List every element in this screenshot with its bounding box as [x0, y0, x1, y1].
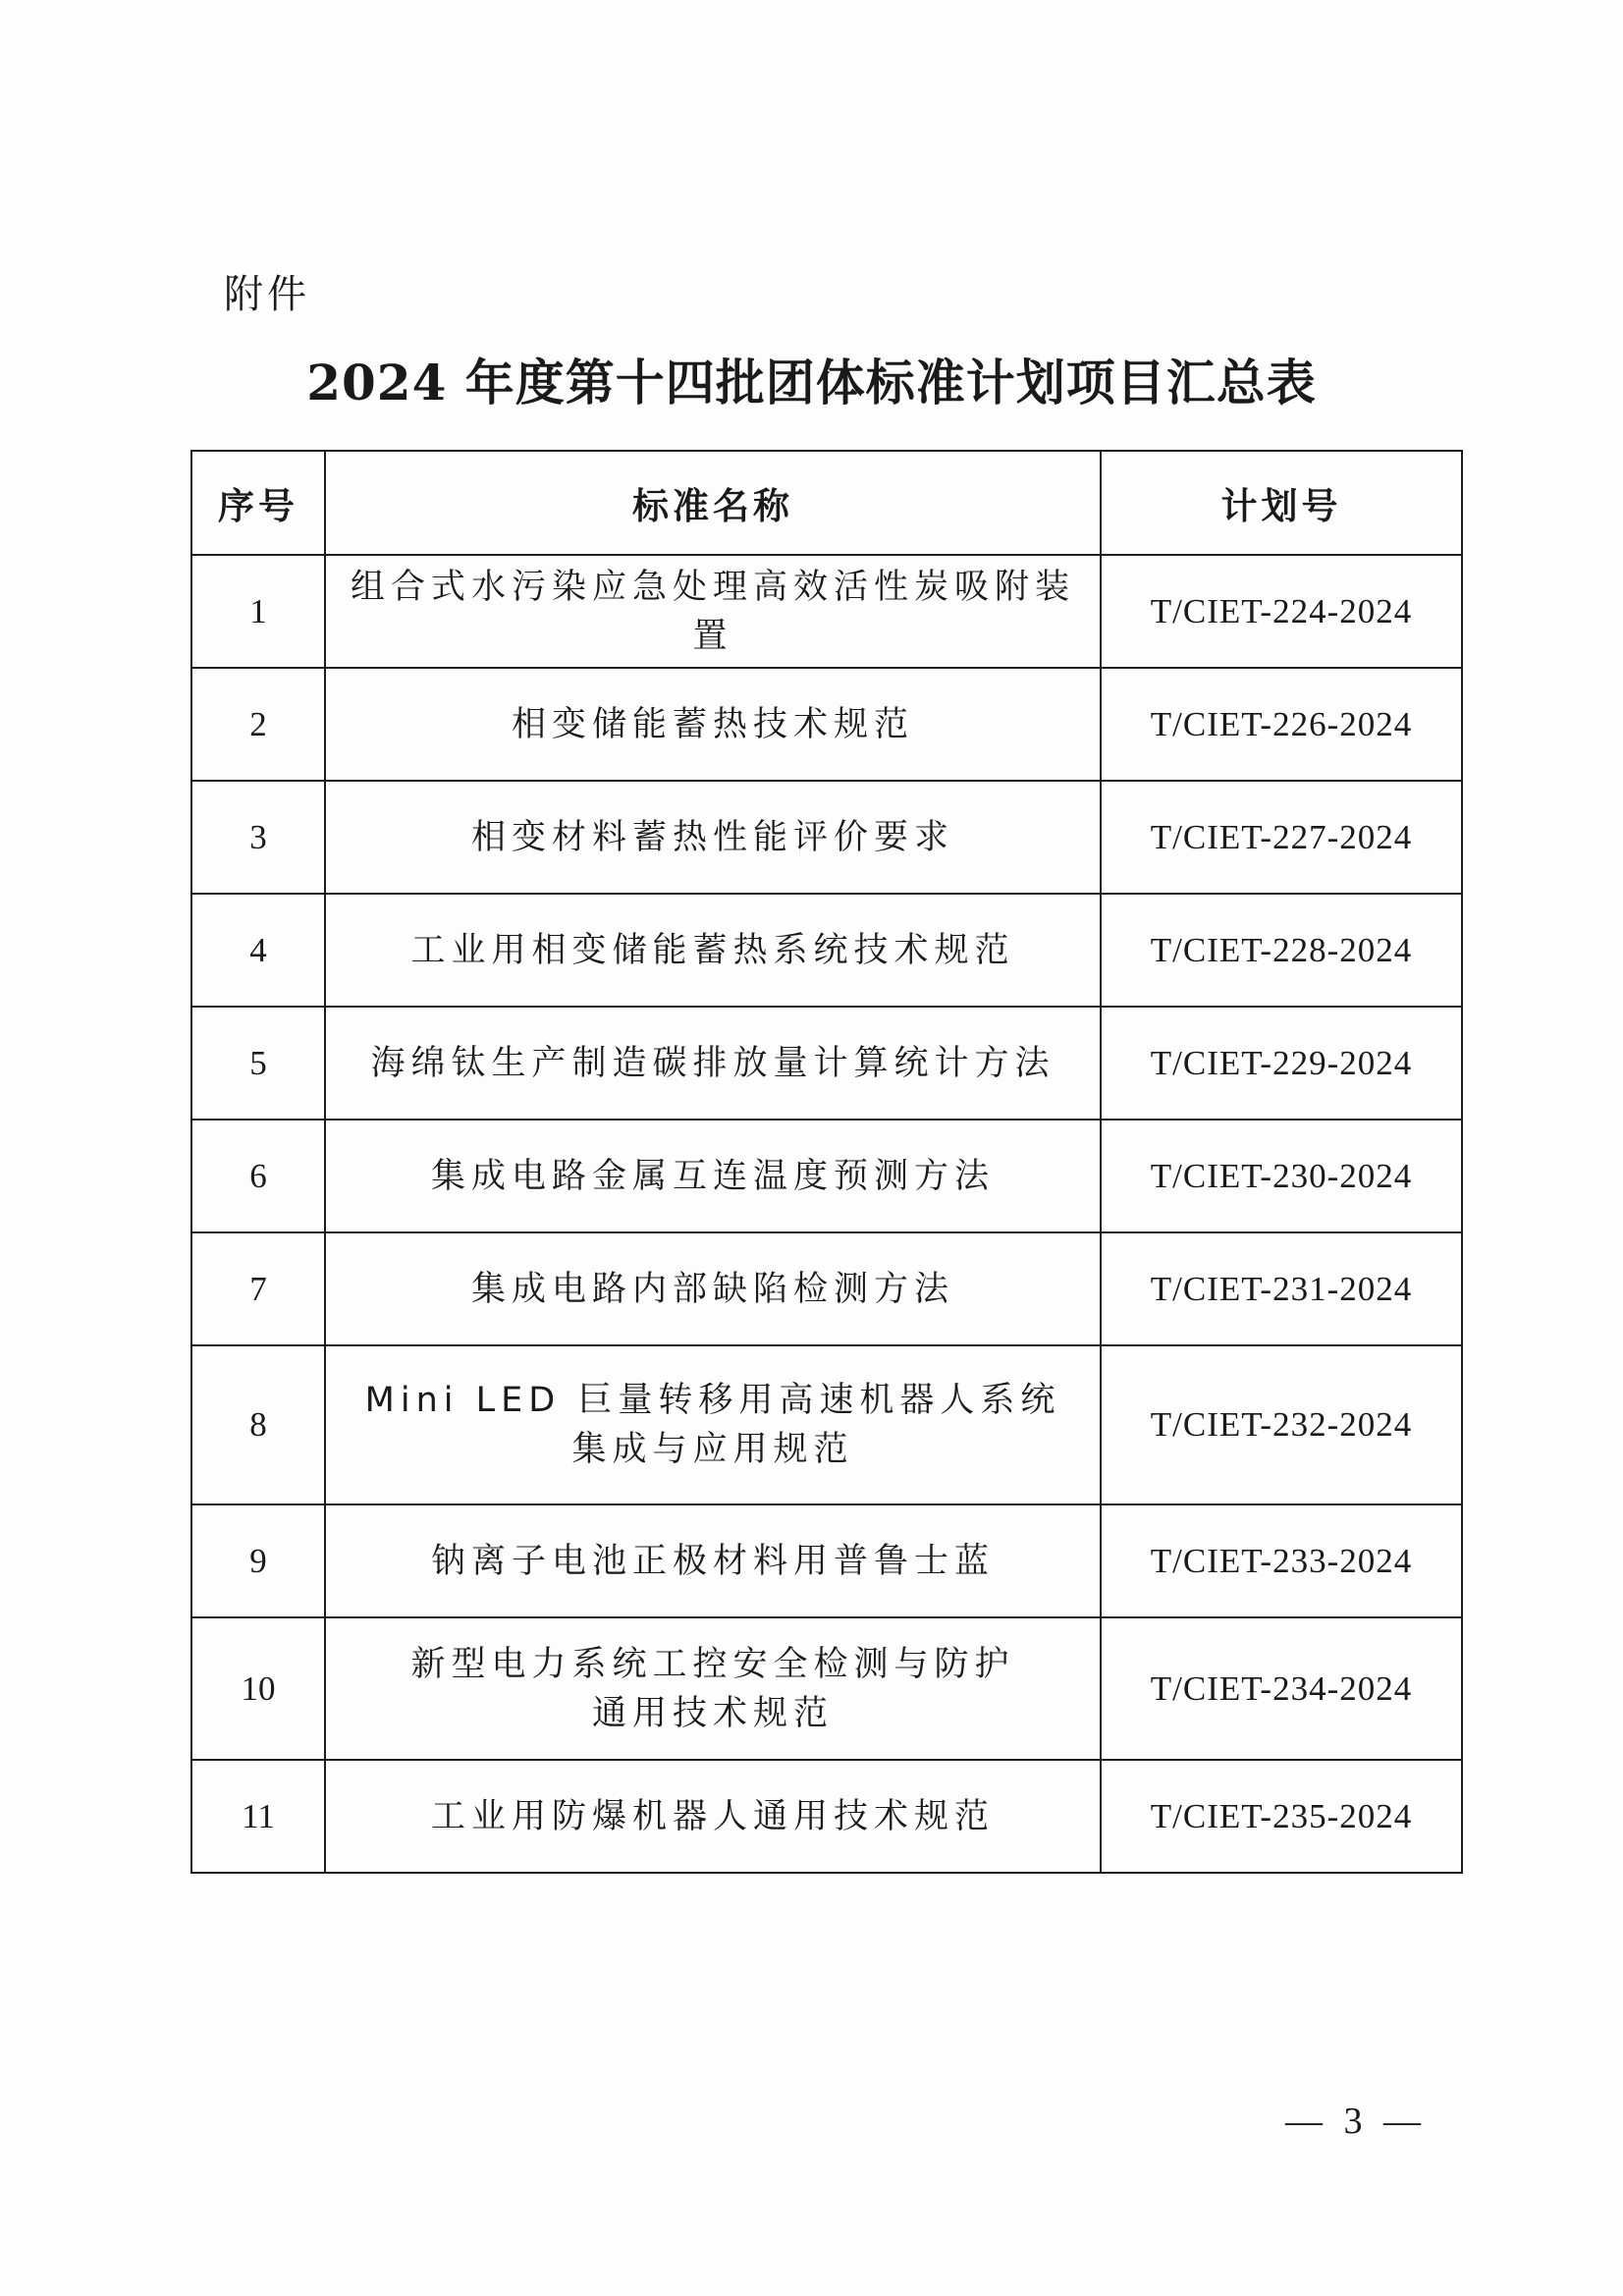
- row-code: T/CIET-228-2024: [1101, 894, 1462, 1007]
- row-seq: 8: [191, 1345, 325, 1504]
- row-name-line: 集成与应用规范: [571, 1430, 854, 1469]
- row-name-line: 通用技术规范: [591, 1693, 834, 1733]
- row-code: T/CIET-227-2024: [1101, 781, 1462, 894]
- table-row: [191, 894, 1462, 1007]
- row-code: T/CIET-224-2024: [1101, 555, 1462, 668]
- row-name: [325, 1345, 1101, 1504]
- table-row: [191, 1232, 1462, 1345]
- row-name-line: Mini LED 巨量转移用高速机器人系统: [364, 1381, 1061, 1420]
- row-code: T/CIET-235-2024: [1101, 1760, 1462, 1873]
- row-code: T/CIET-229-2024: [1101, 1007, 1462, 1120]
- row-name: [325, 1232, 1101, 1345]
- row-name: [325, 668, 1101, 781]
- attachment-label: 附件: [224, 272, 310, 317]
- row-code: T/CIET-232-2024: [1101, 1345, 1462, 1504]
- row-seq: 4: [191, 894, 325, 1007]
- row-seq: 2: [191, 668, 325, 781]
- row-name: [325, 781, 1101, 894]
- row-name-line: 新型电力系统工控安全检测与防护: [410, 1644, 1015, 1684]
- header-code: 计划号: [1101, 451, 1462, 555]
- row-seq: 1: [191, 555, 325, 668]
- header-seq: 序号: [191, 451, 325, 555]
- row-name-line: 相变储能蓄热技术规范: [511, 704, 914, 744]
- page-number: — 3 —: [1285, 2101, 1427, 2142]
- standards-plan-table: [190, 450, 1463, 1874]
- table-row: [191, 1504, 1462, 1617]
- row-seq: 6: [191, 1120, 325, 1232]
- table-row: [191, 668, 1462, 781]
- row-seq: 7: [191, 1232, 325, 1345]
- table-row: [191, 1120, 1462, 1232]
- row-name-line: 工业用相变储能蓄热系统技术规范: [410, 930, 1015, 970]
- row-name-line: 相变材料蓄热性能评价要求: [470, 817, 954, 857]
- row-seq: 11: [191, 1760, 325, 1873]
- table-row: [191, 781, 1462, 894]
- row-name-line: 集成电路金属互连温度预测方法: [430, 1156, 995, 1196]
- row-name: [325, 894, 1101, 1007]
- table-header-row: [191, 451, 1462, 555]
- table-row: [191, 1760, 1462, 1873]
- document-title: 2024 年度第十四批团体标准计划项目汇总表: [306, 354, 1317, 411]
- row-name-line: 钠离子电池正极材料用普鲁士蓝: [430, 1541, 995, 1581]
- row-code: T/CIET-234-2024: [1101, 1617, 1462, 1760]
- row-name-line: 海绵钛生产制造碳排放量计算统计方法: [370, 1043, 1055, 1083]
- row-name: [325, 1120, 1101, 1232]
- table-row: [191, 1007, 1462, 1120]
- table-row: [191, 555, 1462, 668]
- row-seq: 9: [191, 1504, 325, 1617]
- row-seq: 3: [191, 781, 325, 894]
- row-code: T/CIET-233-2024: [1101, 1504, 1462, 1617]
- row-name-line: 工业用防爆机器人通用技术规范: [430, 1796, 995, 1836]
- table-row: [191, 1345, 1462, 1504]
- row-code: T/CIET-230-2024: [1101, 1120, 1462, 1232]
- row-name: [325, 1617, 1101, 1760]
- row-name: [325, 1760, 1101, 1873]
- row-seq: 5: [191, 1007, 325, 1120]
- row-name: [325, 1007, 1101, 1120]
- header-name: 标准名称: [325, 451, 1101, 555]
- row-name: [325, 1504, 1101, 1617]
- table-row: [191, 1617, 1462, 1760]
- row-name-line: 组合式水污染应急处理高效活性炭吸附装置: [350, 567, 1075, 656]
- row-code: T/CIET-226-2024: [1101, 668, 1462, 781]
- row-name-line: 集成电路内部缺陷检测方法: [470, 1269, 954, 1309]
- row-name: [325, 555, 1101, 668]
- row-seq: 10: [191, 1617, 325, 1760]
- row-code: T/CIET-231-2024: [1101, 1232, 1462, 1345]
